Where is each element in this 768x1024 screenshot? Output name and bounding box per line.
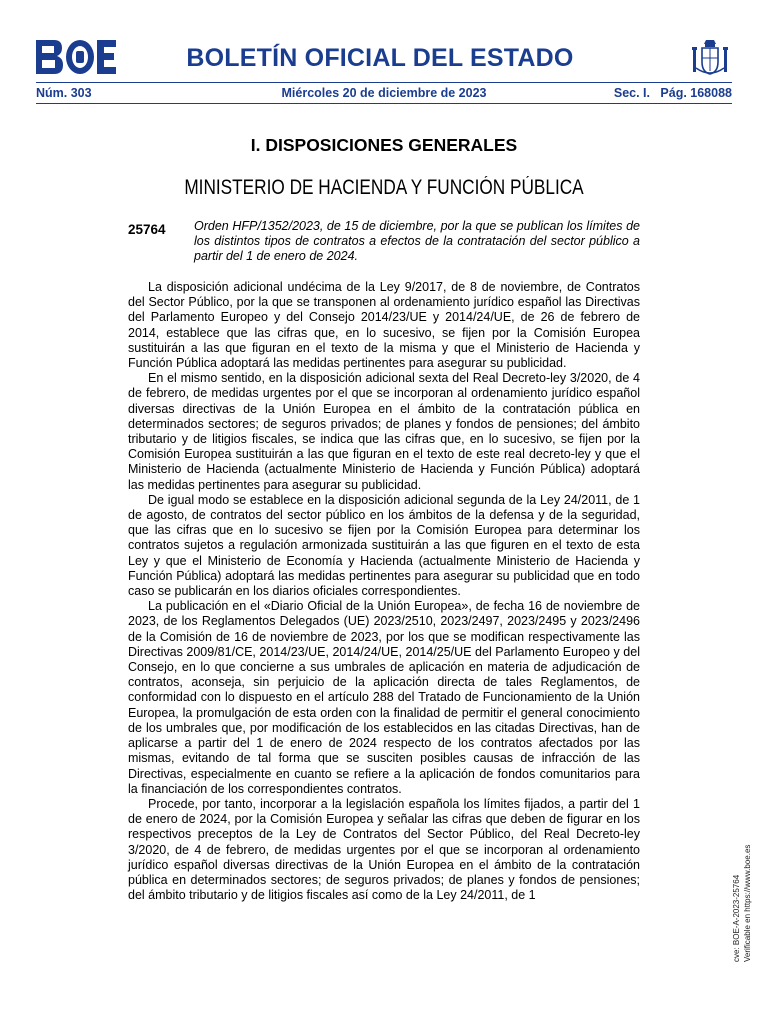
paragraph: De igual modo se establece en la disposición adicional segunda de la Ley 24/2011, de 1 de agosto, de contratos del sector público en los ámbitos de la defensa y de la seguridad, que las cifras que en lo sucesivo se fijen por la Comisión Europea para determinar los contratos sujetos a regulación armonizada sustituirán a las que figuren en el texto de esta Ley y que el Ministerio de Economía y Hacienda (actualmente Ministerio de Hacienda y Función Pública) adoptará las medidas pertinentes para asegurar su publicidad que en todo caso se publicarán en los diarios oficiales correspondientes. [128, 492, 640, 599]
paragraph: Procede, por tanto, incorporar a la legislación española los límites fijados, a partir del 1 de enero de 2024, por la Comisión Europea y señalar las cifras que deben de figurar en los respectivos preceptos de la Ley de Contratos del Sector Público, del Real Decreto-ley 3/2020, de 4 de febrero, de medidas urgentes por el que se incorporan al ordenamiento jurídico español diversas directivas de la Unión Europea en el ámbito de la contratación pública en determinados sectores; de seguros privados; de planes y fondos de pensiones; del ámbito tributario y de litigios fiscales así como de la Ley 24/2011, de 1 [128, 796, 640, 903]
document-body [128, 280, 640, 903]
cve-code: cve: BOE-A-2023-25764 [732, 874, 741, 962]
section-page: Sec. I. Pág. 168088 [613, 86, 732, 100]
coat-of-arms-icon [690, 38, 730, 80]
paragraph: La publicación en el «Diario Oficial de la Unión Europea», de fecha 16 de noviembre de 2023, de los Reglamentos Delegados (UE) 2023/2510, 2023/2497, 2023/2495 y 2023/2496 de la Comisión de 16 de noviembre de 2023, por los que se modifican respectivamente las Directivas 2009/81/CE, 2014/23/UE, 2014/24/UE, 2014/25/UE del Parlamento Europeo y del Consejo, en lo que concierne a sus umbrales de aplicación en materia de adjudicación de contratos, aconseja, sin perjuicio de la aplicación directa de tales Reglamentos, de conformidad con lo dispuesto en el artículo 288 del Tratado de Funcionamiento de la Unión Europea, la promulgación de esta orden con la finalidad de permitir el general conocimiento de los umbrales que, por modificación de los establecidos en las citadas Directivas, han de aplicarse a partir del 1 de enero de 2024 respecto de los contratos afectados por las mismas, evitando de tal forma que se susciten posibles causas de infracción de las Directivas, especialmente en cuanto se refiere a la aplicación de fondos comunitarios para la financiación de los correspondientes contratos. [128, 599, 640, 796]
document-number: 25764 [128, 222, 166, 237]
paragraph: En el mismo sentido, en la disposición adicional sexta del Real Decreto-ley 3/2020, de 4 de febrero, de medidas urgentes por el que se incorporan al ordenamiento jurídico español diversas directivas de la Unión Europea en el ámbito de la contratación pública en determinados sectores; de seguros privados; de planes y fondos de pensiones; del ámbito tributario y de litigios fiscales, se indica que las cifras que, en lo sucesivo, se fijen por la Comisión Europea sustituirán a las que figuran en el texto de este real decreto-ley y que el Ministerio de Hacienda (actualmente Ministerio de Hacienda y Función Pública) adoptará las medidas pertinentes para asegurar su publicidad. [128, 371, 640, 492]
document-title: Orden HFP/1352/2023, de 15 de diciembre, por la que se publican los límites de los distintos tipos de contratos a efectos de la contratación del sector público a partir del 1 de enero de 2024. [194, 219, 640, 264]
header-divider-bottom [36, 103, 732, 104]
header-divider-top [36, 82, 732, 83]
verification-url[interactable]: Verificable en https://www.boe.es [743, 844, 752, 962]
verification-sidebar [731, 845, 753, 962]
issue-number: Núm. 303 [36, 86, 92, 100]
boe-logo [36, 40, 116, 74]
section-title: I. DISPOSICIONES GENERALES [250, 135, 518, 155]
issue-date: Miércoles 20 de diciembre de 2023 [281, 86, 487, 100]
gazette-title: BOLETÍN OFICIAL DEL ESTADO [186, 44, 574, 72]
paragraph: La disposición adicional undécima de la Ley 9/2017, de 8 de noviembre, de Contratos del Sector Público, por la que se transponen al ordenamiento jurídico español las Directivas del Parlamento Europeo y del Consejo 2014/23/UE y 2014/24/UE, de 26 de febrero de 2014, establece que las cifras que, en lo sucesivo, se fijen por la Comisión Europea sustituirán a las que figuran en el texto de la misma y que el Ministerio de Hacienda y Función Pública adoptará las medidas pertinentes para asegurar su publicidad. [128, 280, 640, 371]
ministry-name: MINISTERIO DE HACIENDA Y FUNCIÓN PÚBLICA [184, 176, 584, 199]
